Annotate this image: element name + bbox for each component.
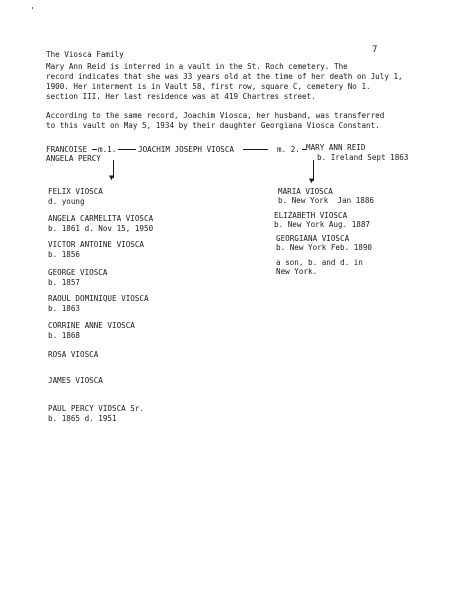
arrowhead-second: ▼ <box>309 176 314 185</box>
marriage-dash-1 <box>92 149 97 150</box>
child-info: b. New York Aug. 1887 <box>274 220 371 229</box>
marriage-label-2: m. 2. <box>277 145 300 154</box>
paragraph2-line2: to this vault on May 5, 1934 by their daughter Georgiana Viosca Constant. <box>46 121 380 130</box>
paragraph1-line2: record indicates that she was 33 years old at the time of her death on July 1, <box>46 72 403 81</box>
husband-name: JOACHIM JOSEPH VIOSCA <box>138 145 235 154</box>
child-info: b. 1865 d. 1951 <box>48 414 117 423</box>
arrowhead-first: ▼ <box>109 173 114 182</box>
child-info: b. 1856 <box>48 250 81 259</box>
child-name: CORRINE ANNE VIOSCA <box>48 321 135 330</box>
child-name: ANGELA CARMELITA VIOSCA <box>48 214 154 223</box>
marriage-line-2 <box>243 149 268 150</box>
second-wife-info: b. Ireland Sept 1863 <box>317 153 409 162</box>
paragraph1-line3: 1900. Her interment is in Vault 58, first row, square C, cemetery No 1. <box>46 82 371 91</box>
marriage-label-1: m.1. <box>98 145 117 154</box>
marriage-line-1 <box>118 149 136 150</box>
child-name: GEORGIANA VIOSCA <box>276 234 350 243</box>
child-info: d. young <box>48 197 85 206</box>
child-info: b. 1863 <box>48 304 81 313</box>
child-name: MARIA VIOSCA <box>278 187 333 196</box>
child-info: b. 1861 d. Nov 15, 1950 <box>48 224 154 233</box>
child-info: b. New York Feb. 1890 <box>276 243 373 252</box>
paragraph2-line1: According to the same record, Joachim Viosca, her husband, was transferred <box>46 111 385 120</box>
child-name: ELIZABETH VIOSCA <box>274 211 348 220</box>
child-name: VICTOR ANTOINE VIOSCA <box>48 240 145 249</box>
child-info: b. 1868 <box>48 331 81 340</box>
child-name: GEORGE VIOSCA <box>48 268 108 277</box>
child-name: ROSA VIOSCA <box>48 350 99 359</box>
document-title: The Viosca Family <box>46 50 124 59</box>
child-name: a son, b. and d. in <box>276 258 363 267</box>
paragraph1-line4: section III. Her last residence was at 419 Chartres street. <box>46 92 316 101</box>
child-name: RAOUL DOMINIQUE VIOSCA <box>48 294 149 303</box>
corner-mark: ' <box>30 6 35 15</box>
child-info: b. 1857 <box>48 278 81 287</box>
first-wife-name-line2: ANGELA PERCY <box>46 154 101 163</box>
page-number: 7 <box>372 45 378 55</box>
child-info: b. New York Jan 1886 <box>278 196 375 205</box>
paragraph1-line1: Mary Ann Reid is interred in a vault in the St. Roch cemetery. The <box>46 62 348 71</box>
child-name: FELIX VIOSCA <box>48 187 103 196</box>
second-wife-name: MARY ANN REID <box>306 143 366 152</box>
child-name: JAMES VIOSCA <box>48 376 103 385</box>
child-name: PAUL PERCY VIOSCA Sr. <box>48 404 145 413</box>
first-wife-name: FRANCOISE <box>46 145 88 154</box>
child-info: New York. <box>276 267 318 276</box>
